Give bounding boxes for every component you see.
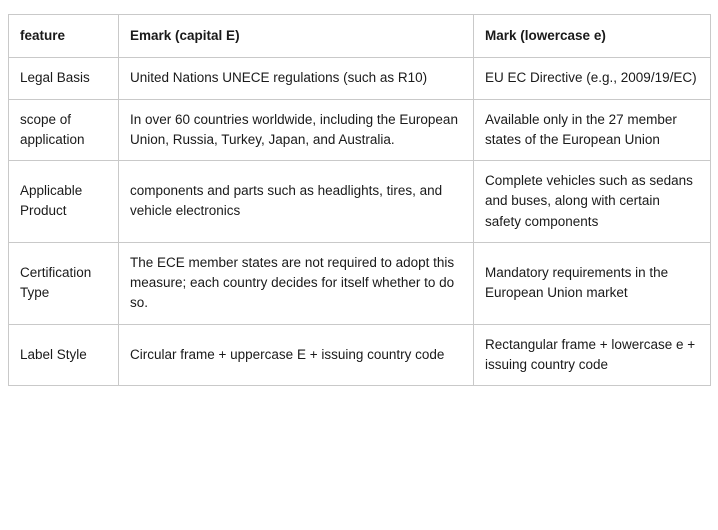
column-header-emark-sub: (capital E) (175, 28, 240, 43)
table-header-row (9, 15, 711, 58)
column-header-mark-sub: (lowercase e) (520, 28, 606, 43)
comparison-table (8, 14, 711, 386)
row-mark-value: Rectangular frame + lowercase e + issuing country code (474, 324, 711, 386)
row-feature-label: Certification Type (9, 242, 119, 324)
row-mark-value: EU EC Directive (e.g., 2009/19/EC) (474, 58, 711, 99)
table-row (9, 161, 711, 243)
row-mark-value: Complete vehicles such as sedans and buses, along with certain safety components (474, 161, 711, 243)
row-mark-value: Available only in the 27 member states of the European Union (474, 99, 711, 161)
row-emark-value: The ECE member states are not required to adopt this measure; each country decides for itself whether to do so. (119, 242, 474, 324)
row-feature-label: scope of application (9, 99, 119, 161)
row-mark-value: Mandatory requirements in the European Union market (474, 242, 711, 324)
row-feature-label: Label Style (9, 324, 119, 386)
column-header-emark (119, 15, 474, 58)
column-header-mark (474, 15, 711, 58)
row-emark-value: In over 60 countries worldwide, including the European Union, Russia, Turkey, Japan, and Australia. (119, 99, 474, 161)
row-emark-value: components and parts such as headlights, tires, and vehicle electronics (119, 161, 474, 243)
table-row (9, 58, 711, 99)
column-header-mark-label: Mark (485, 28, 517, 43)
column-header-feature (9, 15, 119, 58)
table-row (9, 242, 711, 324)
row-emark-value: Circular frame + uppercase E + issuing country code (119, 324, 474, 386)
table-body (9, 58, 711, 386)
row-emark-value: United Nations UNECE regulations (such as R10) (119, 58, 474, 99)
table-header (9, 15, 711, 58)
table-row (9, 99, 711, 161)
row-feature-label: Applicable Product (9, 161, 119, 243)
column-header-emark-label: Emark (130, 28, 172, 43)
column-header-feature-label: feature (20, 28, 66, 43)
table-row (9, 324, 711, 386)
row-feature-label: Legal Basis (9, 58, 119, 99)
